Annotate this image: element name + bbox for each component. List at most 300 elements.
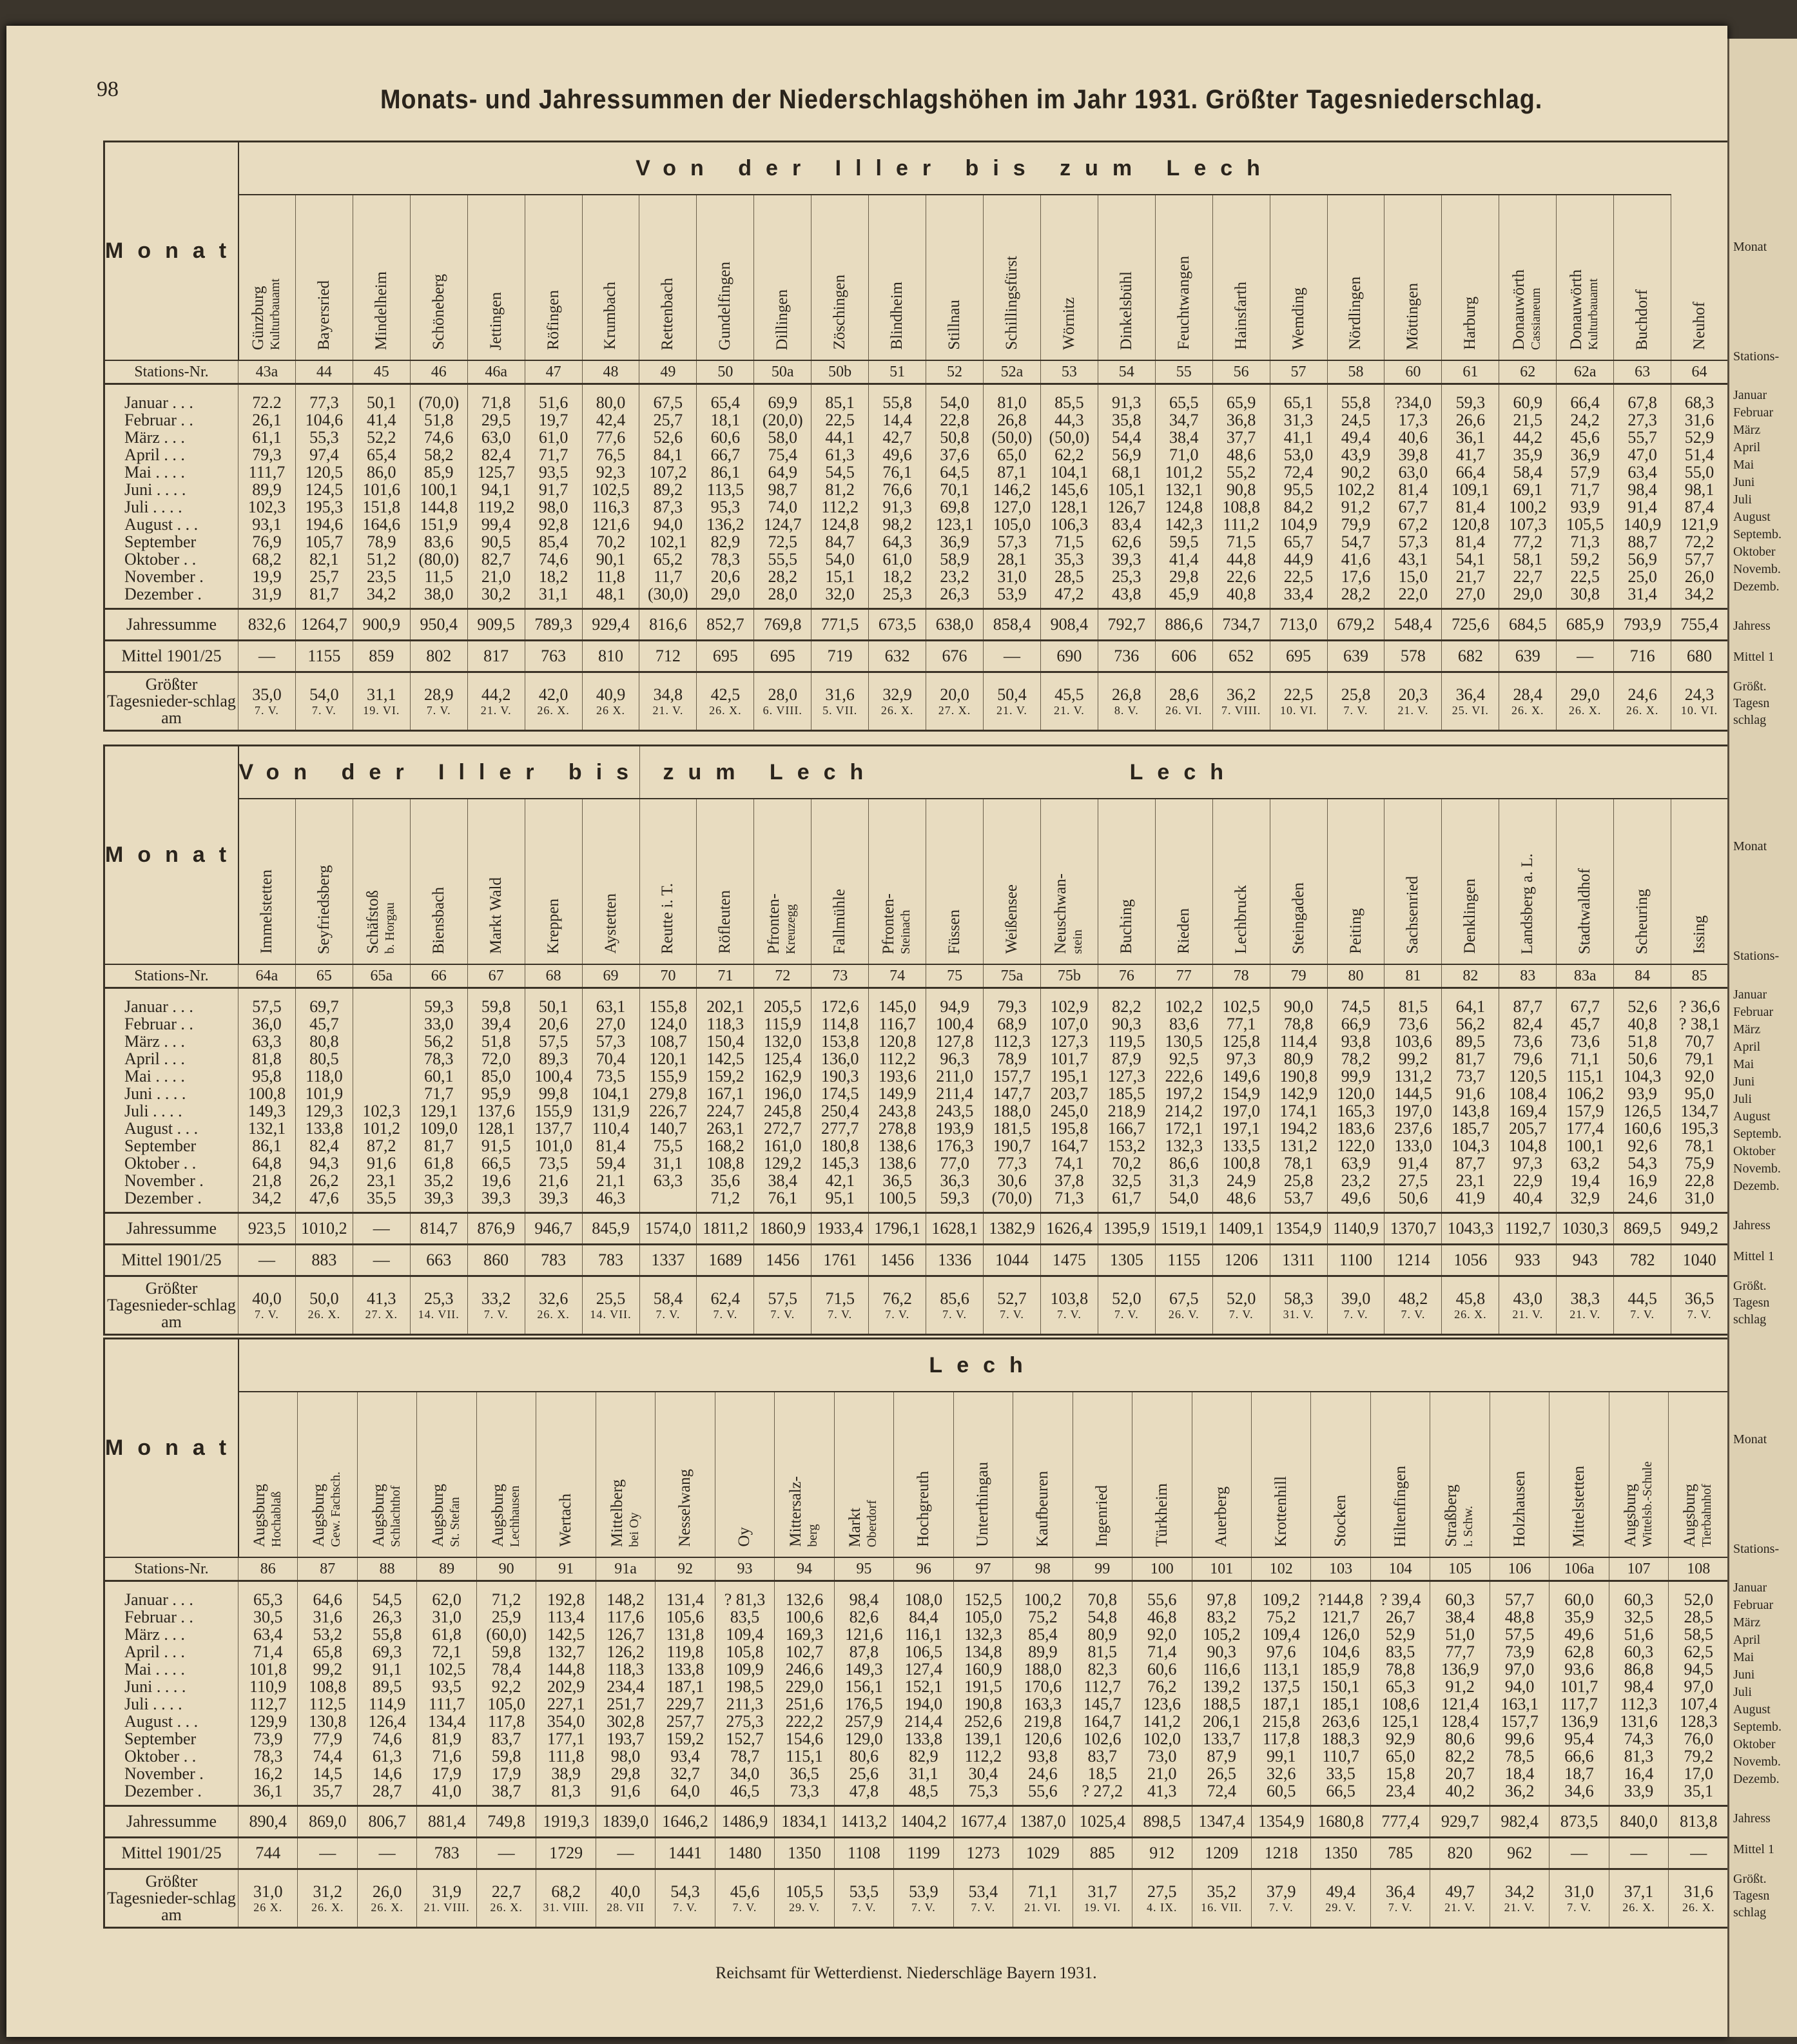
month-value: 17,9 bbox=[417, 1765, 476, 1782]
month-value: 65,8 bbox=[298, 1643, 357, 1660]
month-value: 106,2 bbox=[1557, 1085, 1614, 1102]
month-value: 237,6 bbox=[1384, 1120, 1442, 1137]
max-daily-cell bbox=[834, 1869, 893, 1928]
station-name bbox=[1443, 1481, 1477, 1552]
station-name-main: Möttingen bbox=[1404, 282, 1422, 350]
station-number: 69 bbox=[582, 964, 639, 988]
month-value: 144,5 bbox=[1384, 1085, 1442, 1102]
month-row bbox=[104, 1713, 1729, 1730]
month-label: April . . . bbox=[104, 1643, 238, 1660]
month-value: 40,6 bbox=[1384, 429, 1442, 446]
station-header bbox=[238, 1392, 298, 1557]
month-value: 63,1 bbox=[582, 988, 639, 1016]
station-name bbox=[609, 1475, 643, 1552]
station-header bbox=[639, 195, 697, 360]
max-daily-cell bbox=[1212, 672, 1270, 731]
month-value: 104,9 bbox=[1270, 516, 1327, 533]
mittel-value: 676 bbox=[926, 641, 984, 672]
np-month: Septemb. bbox=[1733, 1127, 1782, 1141]
station-header bbox=[295, 195, 353, 360]
station-name-sub: Lechhausen bbox=[507, 1485, 522, 1547]
station-number: 65a bbox=[353, 964, 410, 988]
month-value: 71,8 bbox=[467, 384, 525, 412]
annual-sum: 1347,4 bbox=[1192, 1806, 1251, 1838]
station-header bbox=[926, 799, 984, 964]
station-name-main: Mittelstetten bbox=[1570, 1465, 1588, 1547]
mittel-value: 736 bbox=[1098, 641, 1155, 672]
mittel-value: 885 bbox=[1073, 1838, 1132, 1869]
month-value: 224,7 bbox=[697, 1102, 754, 1120]
station-name-main: Auerberg bbox=[1212, 1486, 1230, 1547]
month-value: (70,0) bbox=[984, 1189, 1041, 1213]
month-value: 85,4 bbox=[525, 533, 582, 550]
month-value: 206,1 bbox=[1192, 1713, 1251, 1730]
mittel-label: Mittel 1901/25 bbox=[104, 1838, 238, 1869]
month-value: 82,7 bbox=[467, 550, 525, 568]
month-value: 188,5 bbox=[1192, 1695, 1251, 1713]
mittel-value: 783 bbox=[582, 1245, 639, 1276]
month-value: 187,1 bbox=[1251, 1695, 1310, 1713]
month-value: 102,9 bbox=[1040, 988, 1098, 1016]
month-value: 195,3 bbox=[1671, 1120, 1729, 1137]
station-name bbox=[915, 1467, 932, 1552]
max-daily-cell bbox=[1327, 672, 1384, 731]
month-value: 111,8 bbox=[536, 1747, 596, 1765]
month-value: 101,0 bbox=[525, 1137, 582, 1154]
month-value: 81,4 bbox=[582, 1137, 639, 1154]
month-value: 62,5 bbox=[1669, 1643, 1728, 1660]
month-value: 71,2 bbox=[697, 1189, 754, 1213]
month-value: 61,7 bbox=[1098, 1189, 1155, 1213]
month-value: 89,5 bbox=[357, 1678, 416, 1695]
month-value: 105,5 bbox=[1557, 516, 1614, 533]
max-daily-date: 21. V. bbox=[1512, 1308, 1544, 1321]
station-name bbox=[1348, 904, 1365, 959]
month-value: 57,5 bbox=[525, 1033, 582, 1050]
max-daily-cell bbox=[697, 1276, 754, 1335]
month-value: 35,2 bbox=[410, 1172, 467, 1189]
station-name bbox=[1691, 911, 1708, 959]
month-value: 73,3 bbox=[775, 1782, 834, 1806]
month-value: 117,7 bbox=[1549, 1695, 1609, 1713]
np-month: August bbox=[1733, 1702, 1771, 1717]
month-value: 134,7 bbox=[1671, 1102, 1729, 1120]
station-name bbox=[311, 1468, 344, 1552]
month-value: 66,5 bbox=[467, 1154, 525, 1172]
station-name bbox=[1682, 1480, 1715, 1552]
np-month: Dezemb. bbox=[1733, 1772, 1780, 1786]
max-daily-date: 16. VII. bbox=[1201, 1901, 1243, 1914]
month-value: 183,6 bbox=[1327, 1120, 1384, 1137]
annual-sum: 873,5 bbox=[1549, 1806, 1609, 1838]
month-value: 93,8 bbox=[1327, 1033, 1384, 1050]
month-value: 86,8 bbox=[1609, 1660, 1668, 1678]
station-header bbox=[811, 195, 869, 360]
month-value: 74,6 bbox=[357, 1730, 416, 1747]
month-value: 118,3 bbox=[697, 1015, 754, 1033]
np-mittel: Mittel 1 bbox=[1733, 1249, 1774, 1263]
station-name bbox=[1034, 1467, 1051, 1552]
max-daily-value: 36,4 bbox=[1385, 1882, 1415, 1901]
station-name bbox=[545, 286, 562, 355]
monat-header: Monat bbox=[104, 142, 238, 361]
station-number: 44 bbox=[295, 360, 353, 384]
month-value: 50,1 bbox=[525, 988, 582, 1016]
max-daily-value: 42,5 bbox=[710, 685, 741, 704]
month-value: 190,7 bbox=[984, 1137, 1041, 1154]
station-header bbox=[298, 1392, 357, 1557]
month-label: Juli . . . . bbox=[104, 1102, 238, 1120]
max-daily-cell bbox=[1073, 1869, 1132, 1928]
month-value: 89,2 bbox=[639, 481, 697, 498]
month-value: 155,9 bbox=[525, 1102, 582, 1120]
station-name-main: Augsburg bbox=[369, 1483, 387, 1547]
month-value: 131,2 bbox=[1270, 1137, 1327, 1154]
month-row bbox=[104, 1747, 1729, 1765]
month-value: 15,0 bbox=[1384, 568, 1442, 585]
max-daily-date: 29. V. bbox=[789, 1901, 820, 1914]
max-daily-date: 14. VII. bbox=[418, 1308, 460, 1321]
month-value: 81,7 bbox=[410, 1137, 467, 1154]
month-value: 144,8 bbox=[410, 498, 467, 516]
mittel-value: 1689 bbox=[697, 1245, 754, 1276]
month-value: 54,0 bbox=[926, 384, 984, 412]
month-value: 58,5 bbox=[1669, 1626, 1728, 1643]
month-value: 21,7 bbox=[1442, 568, 1499, 585]
month-value: 99,6 bbox=[1490, 1730, 1549, 1747]
month-row bbox=[104, 1765, 1729, 1782]
max-daily-cell bbox=[525, 672, 582, 731]
month-value: 65,1 bbox=[1270, 384, 1327, 412]
month-value: 60,9 bbox=[1499, 384, 1557, 412]
max-daily-date: 26. X. bbox=[1568, 704, 1602, 717]
month-value: 64,3 bbox=[869, 533, 926, 550]
month-value: 194,2 bbox=[1270, 1120, 1327, 1137]
data-table bbox=[103, 141, 1729, 732]
month-row bbox=[104, 1608, 1729, 1626]
month-value: 90,3 bbox=[1098, 1015, 1155, 1033]
station-name-sub: Gew. Fachsch. bbox=[329, 1471, 344, 1547]
max-daily-cell bbox=[467, 672, 525, 731]
mittel-value: — bbox=[357, 1838, 416, 1869]
month-value: 150,1 bbox=[1311, 1678, 1370, 1695]
month-value: 63,4 bbox=[1614, 463, 1671, 481]
month-value: 119,8 bbox=[656, 1643, 715, 1660]
max-daily-value: 52,7 bbox=[997, 1289, 1027, 1308]
mittel-value: 1029 bbox=[1013, 1838, 1073, 1869]
max-daily-date: 14. VII. bbox=[590, 1308, 632, 1321]
station-name-row bbox=[104, 1392, 1729, 1557]
station-number: 78 bbox=[1212, 964, 1270, 988]
station-name-main: Kaufbeuren bbox=[1033, 1471, 1051, 1547]
max-daily-date: 26. X. bbox=[709, 704, 742, 717]
group-header-row bbox=[104, 1339, 1729, 1392]
station-header bbox=[525, 799, 582, 964]
month-value: 81,4 bbox=[1442, 498, 1499, 516]
month-value: 81,3 bbox=[536, 1782, 596, 1806]
month-value: 26,3 bbox=[357, 1608, 416, 1626]
month-value: 137,6 bbox=[467, 1102, 525, 1120]
month-value: 58,2 bbox=[410, 446, 467, 463]
mittel-row bbox=[104, 1838, 1729, 1869]
month-value: 234,4 bbox=[596, 1678, 655, 1695]
station-header bbox=[467, 799, 525, 964]
month-value: 121,6 bbox=[834, 1626, 893, 1643]
station-name-main: Peiting bbox=[1346, 908, 1365, 954]
month-value: 110,7 bbox=[1311, 1747, 1370, 1765]
month-value: 56,9 bbox=[1098, 446, 1155, 463]
month-row bbox=[104, 384, 1729, 412]
max-daily-cell bbox=[1490, 1869, 1549, 1928]
month-value: 36,1 bbox=[238, 1782, 298, 1806]
month-value: 82,9 bbox=[697, 533, 754, 550]
month-value: 129,2 bbox=[754, 1154, 811, 1172]
np-month: Januar bbox=[1733, 1581, 1767, 1595]
station-name-row bbox=[104, 195, 1729, 360]
month-value: 51,6 bbox=[1609, 1626, 1668, 1643]
station-name-main: Landsberg a. L. bbox=[1519, 853, 1537, 954]
max-daily-value: 37,1 bbox=[1624, 1882, 1654, 1901]
max-daily-date: 31. V. bbox=[1283, 1308, 1314, 1321]
mittel-value: — bbox=[476, 1838, 536, 1869]
max-daily-date: 21. V. bbox=[1569, 1308, 1601, 1321]
max-daily-value: 49,4 bbox=[1326, 1882, 1355, 1901]
month-value: 77,3 bbox=[295, 384, 353, 412]
max-daily-date: 21. V. bbox=[652, 704, 684, 717]
max-daily-value: 54,3 bbox=[670, 1882, 700, 1901]
max-daily-cell bbox=[238, 1869, 298, 1928]
mittel-value: 933 bbox=[1499, 1245, 1557, 1276]
month-value: 11,8 bbox=[582, 568, 639, 585]
month-value: 59,3 bbox=[1442, 384, 1499, 412]
annual-sum: 982,4 bbox=[1490, 1806, 1549, 1838]
month-value: 152,5 bbox=[953, 1581, 1013, 1609]
month-value: 188,0 bbox=[1013, 1660, 1073, 1678]
month-value: 91,3 bbox=[1098, 384, 1155, 412]
annual-sum: 638,0 bbox=[926, 609, 984, 641]
max-daily-value: 44,2 bbox=[481, 685, 511, 704]
max-daily-value: 52,0 bbox=[1226, 1289, 1256, 1308]
month-value: 26,6 bbox=[1442, 411, 1499, 429]
station-name bbox=[603, 890, 619, 959]
max-daily-date: 7. V. bbox=[311, 704, 336, 717]
month-row bbox=[104, 550, 1729, 568]
month-value: 202,9 bbox=[536, 1678, 596, 1695]
month-value: 35,1 bbox=[1669, 1782, 1728, 1806]
annual-sum: 771,5 bbox=[811, 609, 869, 641]
month-value: 52,0 bbox=[1669, 1581, 1728, 1609]
station-header bbox=[754, 799, 811, 964]
month-value: 38,7 bbox=[476, 1782, 536, 1806]
annual-sum: 1919,3 bbox=[536, 1806, 596, 1838]
month-value: (70,0) bbox=[410, 384, 467, 412]
month-value: 122,0 bbox=[1327, 1137, 1384, 1154]
month-value: 58,9 bbox=[926, 550, 984, 568]
annual-sum: 1354,9 bbox=[1270, 1213, 1327, 1245]
month-value: (50,0) bbox=[1040, 429, 1098, 446]
max-daily-cell bbox=[353, 1276, 410, 1335]
month-value: 53,2 bbox=[298, 1626, 357, 1643]
month-value: 21,6 bbox=[525, 1172, 582, 1189]
month-label: November . bbox=[104, 568, 238, 585]
station-number: 90 bbox=[476, 1557, 536, 1581]
month-value: 49,4 bbox=[1327, 429, 1384, 446]
month-value: 47,8 bbox=[834, 1782, 893, 1806]
np-month: Mai bbox=[1733, 458, 1754, 472]
max-daily-cell bbox=[1442, 1276, 1499, 1335]
max-daily-cell bbox=[869, 672, 926, 731]
month-value: 71,5 bbox=[1212, 533, 1270, 550]
max-daily-value: 34,2 bbox=[1504, 1882, 1535, 1901]
station-name bbox=[1233, 881, 1250, 959]
station-name bbox=[831, 885, 848, 959]
month-value: 69,8 bbox=[926, 498, 984, 516]
month-value: 54,3 bbox=[1614, 1154, 1671, 1172]
month-value: 76,0 bbox=[1669, 1730, 1728, 1747]
np-month: Februar bbox=[1733, 405, 1774, 420]
max-daily-date: 7. V. bbox=[732, 1901, 757, 1914]
month-label: September bbox=[104, 1137, 238, 1154]
station-header bbox=[1669, 1392, 1728, 1557]
month-value: 35,5 bbox=[353, 1189, 410, 1213]
month-value: 205,7 bbox=[1499, 1120, 1557, 1137]
month-value: 92,5 bbox=[1155, 1050, 1212, 1067]
month-value: 59,5 bbox=[1155, 533, 1212, 550]
station-header bbox=[536, 1392, 596, 1557]
station-number: 62 bbox=[1499, 360, 1557, 384]
annual-sum: 1626,4 bbox=[1040, 1213, 1098, 1245]
np-monat: Monat bbox=[1733, 839, 1767, 853]
month-value: 108,8 bbox=[298, 1678, 357, 1695]
month-value: 52,9 bbox=[1671, 429, 1729, 446]
month-row bbox=[104, 1050, 1729, 1067]
np-month: Juli bbox=[1733, 1092, 1752, 1106]
mittel-value: — bbox=[596, 1838, 655, 1869]
page-number: 98 bbox=[97, 77, 119, 101]
station-number: 81 bbox=[1384, 964, 1442, 988]
month-value: 22,0 bbox=[1384, 585, 1442, 609]
month-value: 102,3 bbox=[353, 1102, 410, 1120]
max-daily-date: 7. V. bbox=[828, 1308, 853, 1321]
month-label: Dezember . bbox=[104, 1782, 238, 1806]
mittel-value: 716 bbox=[1614, 641, 1671, 672]
np-month: Juni bbox=[1733, 1075, 1755, 1089]
month-value: 66,5 bbox=[1311, 1782, 1370, 1806]
max-daily-date: 7. V. bbox=[656, 1308, 681, 1321]
month-row bbox=[104, 498, 1729, 516]
max-daily-date: 26. VI. bbox=[1165, 704, 1203, 717]
station-number: 67 bbox=[467, 964, 525, 988]
month-value: 80,5 bbox=[295, 1050, 353, 1067]
month-value: 50,1 bbox=[353, 384, 410, 412]
month-value: 55,8 bbox=[357, 1626, 416, 1643]
station-name bbox=[946, 906, 963, 959]
month-value: 195,1 bbox=[1040, 1067, 1098, 1085]
station-header bbox=[697, 799, 754, 964]
month-value: 29,8 bbox=[596, 1765, 655, 1782]
month-value: 141,2 bbox=[1132, 1713, 1192, 1730]
station-number: 50a bbox=[754, 360, 811, 384]
max-daily-date: 7. V. bbox=[1268, 1901, 1294, 1914]
station-header bbox=[1549, 1392, 1609, 1557]
month-value: 154,9 bbox=[1212, 1085, 1270, 1102]
max-daily-date: 7. V. bbox=[971, 1901, 996, 1914]
mittel-label: Mittel 1901/25 bbox=[104, 1245, 238, 1276]
station-header bbox=[1155, 195, 1212, 360]
month-value: 80,8 bbox=[295, 1033, 353, 1050]
max-daily-value: 28,6 bbox=[1169, 685, 1199, 704]
month-value: 123,6 bbox=[1132, 1695, 1192, 1713]
station-number: 104 bbox=[1370, 1557, 1430, 1581]
month-value: 145,7 bbox=[1073, 1695, 1132, 1713]
month-value: (20,0) bbox=[754, 411, 811, 429]
month-value: 45,7 bbox=[1557, 1015, 1614, 1033]
np-month: Dezemb. bbox=[1733, 1179, 1780, 1193]
month-value: 78,4 bbox=[476, 1660, 536, 1678]
month-value: 131,9 bbox=[582, 1102, 639, 1120]
np-month: April bbox=[1733, 1040, 1761, 1054]
month-value: 78,9 bbox=[984, 1050, 1041, 1067]
month-value: 41,3 bbox=[1132, 1782, 1192, 1806]
mittel-value: 783 bbox=[525, 1245, 582, 1276]
month-value: 45,6 bbox=[1557, 429, 1614, 446]
station-number: 85 bbox=[1671, 964, 1729, 988]
month-value: 64,9 bbox=[754, 463, 811, 481]
max-daily-cell bbox=[1155, 1276, 1212, 1335]
month-value: 95,9 bbox=[467, 1085, 525, 1102]
station-name bbox=[365, 886, 398, 959]
group-header-row bbox=[104, 142, 1729, 195]
month-value: 126,2 bbox=[596, 1643, 655, 1660]
month-value: 55,7 bbox=[1614, 429, 1671, 446]
month-value: 79,6 bbox=[1499, 1050, 1557, 1067]
month-value: 22,5 bbox=[1557, 568, 1614, 585]
annual-sum: 684,5 bbox=[1499, 609, 1557, 641]
month-value: 119,5 bbox=[1098, 1033, 1155, 1050]
max-daily-date: 7. V. bbox=[426, 704, 451, 717]
month-value: 35,7 bbox=[298, 1782, 357, 1806]
annual-sum: 852,7 bbox=[697, 609, 754, 641]
max-daily-label: Größter Tagesnieder-schlag am bbox=[104, 672, 238, 731]
annual-sum: 929,4 bbox=[582, 609, 639, 641]
month-value: 22,5 bbox=[1270, 568, 1327, 585]
station-name bbox=[1691, 298, 1708, 355]
annual-sum: 789,3 bbox=[525, 609, 582, 641]
month-value: 101,2 bbox=[353, 1120, 410, 1137]
mittel-value: 719 bbox=[811, 641, 869, 672]
month-value: 109,0 bbox=[410, 1120, 467, 1137]
station-name-sub: Cassianeum bbox=[1529, 287, 1544, 350]
station-header bbox=[811, 799, 869, 964]
month-value: 51,8 bbox=[410, 411, 467, 429]
station-name-main: Aystetten bbox=[601, 893, 619, 954]
station-name-main: Issing bbox=[1690, 915, 1708, 954]
month-value: ? 36,6 bbox=[1671, 988, 1729, 1016]
np-month: Juli bbox=[1733, 1685, 1752, 1699]
max-daily-cell bbox=[754, 672, 811, 731]
month-value: 120,1 bbox=[639, 1050, 697, 1067]
month-value: 91,4 bbox=[1614, 498, 1671, 516]
max-daily-date: 5. VII. bbox=[822, 704, 858, 717]
month-value: 70,7 bbox=[1671, 1033, 1729, 1050]
month-value: 57,5 bbox=[1490, 1626, 1549, 1643]
month-value: 91,1 bbox=[357, 1660, 416, 1678]
max-daily-cell bbox=[295, 1276, 353, 1335]
max-daily-value: 67,5 bbox=[1169, 1289, 1199, 1308]
max-daily-cell bbox=[1549, 1869, 1609, 1928]
annual-sum: 869,0 bbox=[298, 1806, 357, 1838]
month-row bbox=[104, 1154, 1729, 1172]
